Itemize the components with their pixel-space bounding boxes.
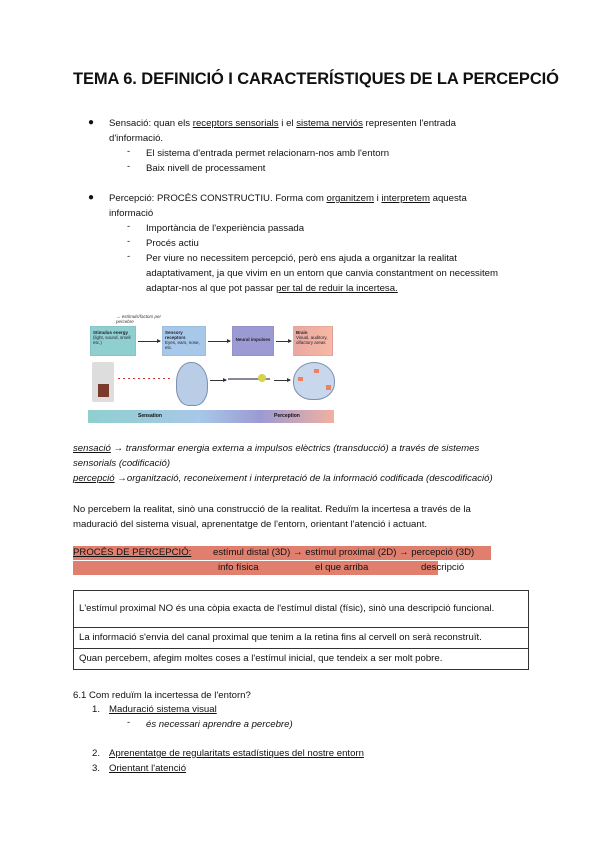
table-cell: Quan percebem, afegim moltes coses a l'estímul inicial, que tendeix a ser molt pobre. [74,649,529,670]
underlined-term: receptors sensorials [192,118,279,129]
text: adaptar-nos al que pot passar [146,283,277,294]
text: aquesta [429,193,467,204]
dash-marker: - [127,221,131,232]
text: →organització, reconeixement i interpretació de la informació codificada (descodificació) [114,473,493,484]
sensacio-definition-cont: d'informació. [109,133,164,144]
sensacio-arrow-definition [73,441,479,456]
box-title: Brain [296,330,308,335]
list-item: Aprenentatge de regularitats estadístiques del nostre entorn [109,748,364,759]
dash-marker: - [127,146,131,157]
box-desc: (light, sound, smell etc.) [93,335,131,345]
sound-waves-illustration [118,378,173,379]
box-neural-impulses [232,326,274,356]
paragraph-line: maduració del sistema visual, aprenentatge de l'entorn, orientant l'atenció i actuant. [73,519,428,530]
list-item: Orientant l'atenció [109,763,187,774]
list-item-cont: adaptativament, ja que vivim en un entorn que canvia constantment on necessitem [146,268,498,279]
list-number: 1. [92,704,101,715]
table-cell: La informació s'envia del canal proximal que tenim a la retina fins al cervell on serà reconstruït. [74,628,529,649]
underlined-term: interpretem [381,193,430,204]
list-item: Importància de l'experiència passada [146,223,305,234]
sensation-perception-bar [88,410,334,423]
dash-marker: - [127,717,131,728]
arrow-icon [208,341,230,342]
box-brain [293,326,333,356]
sensacio-definition [109,116,456,131]
list-subitem: és necessari aprendre a percebre) [146,719,293,730]
handwritten-annotation: → estímuls/factors per percebre [116,314,162,324]
sensacio-arrow-definition-cont: sensorials (codificació) [73,458,171,469]
paragraph-line: No percebem la realitat, sinò una construcció de la realitat. Reduïm la incertesa a través de la [73,504,471,515]
underlined-phrase: per tal de reduir la incertesa. [276,283,398,294]
table-row [74,591,529,628]
text: i el [278,118,297,129]
arrow-icon [210,380,226,381]
percepcio-definition-cont: informació [109,208,154,219]
dash-marker: - [127,236,131,247]
table-row [74,628,529,649]
bar-label-sensation: Sensation [138,413,162,419]
text: representen l'entrada [362,118,456,129]
list-item: Baix nivell de processament [146,163,266,174]
bar-label-perception: Perception [274,413,300,419]
coffee-machine-illustration [92,362,114,402]
underlined-term: percepció [73,473,115,484]
process-info-descripcio: descripció [421,562,465,573]
table-row [74,649,529,670]
process-title: PROCÉS DE PERCEPCIÓ: [73,547,192,558]
list-item: Procés actiu [146,238,199,249]
box-title: Sensory receptors [165,330,186,340]
table-cell: L'estímul proximal NO és una còpia exacta de l'estímul distal (físic), sinò una descripció funcional. [74,591,529,628]
percepcio-arrow-definition [73,471,493,486]
list-number: 3. [92,763,101,774]
box-desc: Eyes, ears, nose, etc. [165,340,200,350]
arrow-icon [274,380,290,381]
bullet-icon: ● [88,117,95,128]
list-item: Maduració sistema visual [109,704,217,715]
underlined-term: sistema nerviós [296,118,363,129]
underlined-term: organitzem [326,193,374,204]
box-title: Neural impulses [235,337,271,342]
box-sensory-receptors [162,326,206,356]
text: Percepció: PROCÉS CONSTRUCTIU. Forma com [109,193,327,204]
arrow-icon [276,341,291,342]
process-label [73,545,191,560]
text: i [373,193,382,204]
box-title: Stimulus energy [93,330,129,335]
page-title: TEMA 6. DEFINICIÓ I CARACTERÍSTIQUES DE LA PERCEPCIÓ [73,70,559,88]
bullet-icon: ● [88,192,95,203]
list-number: 2. [92,748,101,759]
box-desc: Visual, auditory, olfactory areas [296,335,328,345]
dash-marker: - [127,161,131,172]
box-stimulus-energy [90,326,136,356]
brain-illustration [293,362,335,400]
arrow-icon [138,341,160,342]
list-item: El sistema d'entrada permet relacionarn-nos amb l'entorn [146,148,390,159]
dash-marker: - [127,251,131,262]
list-item-cont [146,281,398,296]
list-item: Per viure no necessitem percepció, però ens ajuda a organitzar la realitat [146,253,457,264]
process-info-arriba: el que arriba [315,562,369,573]
process-chain: estímul distal (3D) → estímul proximal (2D) → percepció (3D) [213,547,475,558]
underlined-term: sensació [73,443,111,454]
text: → transformar energia externa a impulsos elèctrics (transducció) a través de sistemes [110,443,480,454]
section-heading: 6.1 Com reduïm la incertessa de l'entorn? [73,690,251,701]
percepcio-definition [109,191,467,206]
sensation-perception-diagram [88,312,334,432]
process-info-fisica: info física [218,562,259,573]
head-illustration [176,362,208,406]
neuron-illustration [228,378,270,380]
notes-table [73,590,529,670]
text: Sensació: quan els [109,118,193,129]
